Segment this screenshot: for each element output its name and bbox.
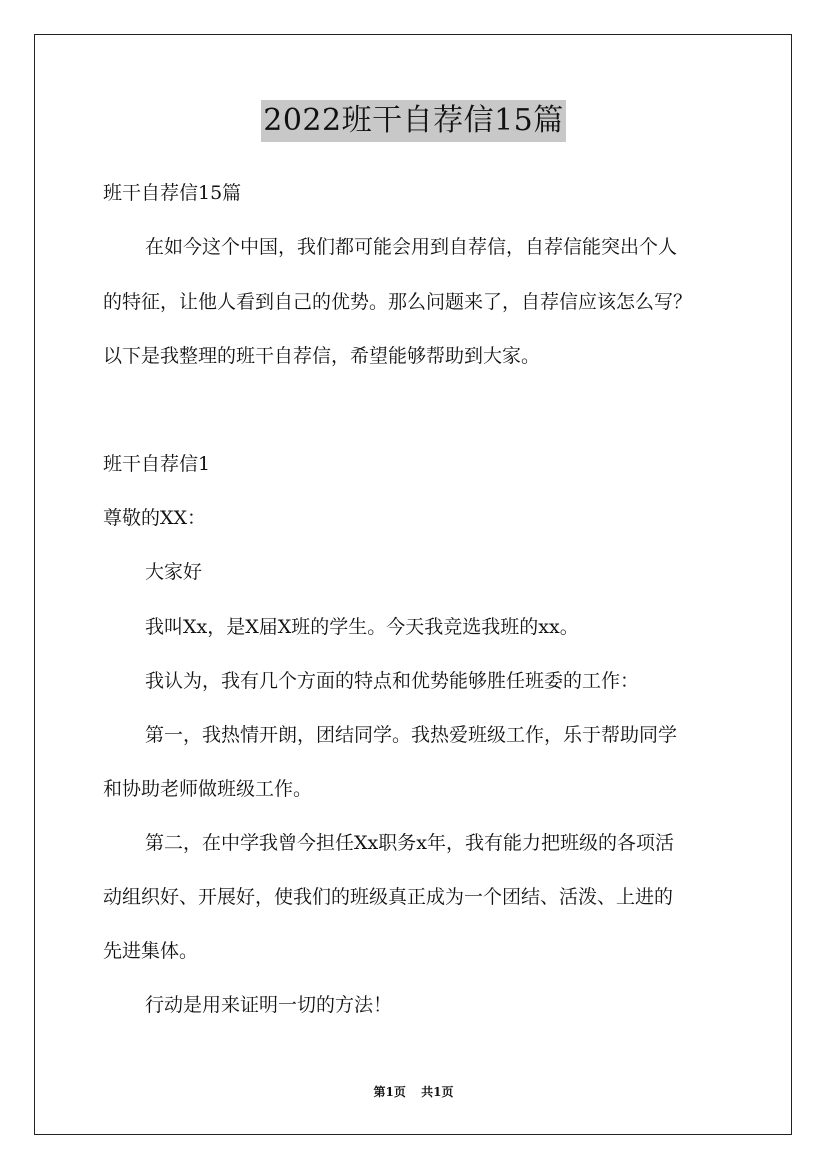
- body-line-4: 和协助老师做班级工作。: [103, 778, 313, 800]
- greeting: 大家好: [145, 561, 203, 583]
- page-footer: [0, 1084, 827, 1100]
- body-line-3: 第一，我热情开朗，团结同学。我热爱班级工作，乐于帮助同学: [145, 724, 678, 746]
- intro-line-3: 以下是我整理的班干自荐信，希望能够帮助到大家。: [103, 345, 541, 367]
- body-line-5: 第二，在中学我曾今担任Xx职务x年，我有能力把班级的各项活: [145, 832, 674, 854]
- body-line-7: 先进集体。: [103, 940, 199, 962]
- body-line-1: 我叫Xx，是X届X班的学生。今天我竞选我班的xx。: [145, 616, 579, 638]
- intro-line-1: 在如今这个中国，我们都可能会用到自荐信，自荐信能突出个人: [145, 236, 678, 258]
- body-line-8: 行动是用来证明一切的方法！: [145, 994, 393, 1016]
- intro-line-2: 的特征，让他人看到自己的优势。那么问题来了，自荐信应该怎么写？: [103, 291, 693, 313]
- salutation: 尊敬的XX：: [103, 507, 207, 529]
- page-number: 第1页: [373, 1085, 406, 1099]
- body-line-2: 我认为，我有几个方面的特点和优势能够胜任班委的工作：: [145, 670, 640, 692]
- document-title: 2022班干自荐信15篇: [261, 100, 566, 142]
- subtitle-line: 班干自荐信15篇: [103, 182, 242, 204]
- page-total: 共1页: [421, 1085, 454, 1099]
- title-container: [0, 100, 827, 142]
- section-heading: 班干自荐信1: [103, 453, 211, 475]
- body-line-6: 动组织好、开展好，使我们的班级真正成为一个团结、活泼、上进的: [103, 886, 674, 908]
